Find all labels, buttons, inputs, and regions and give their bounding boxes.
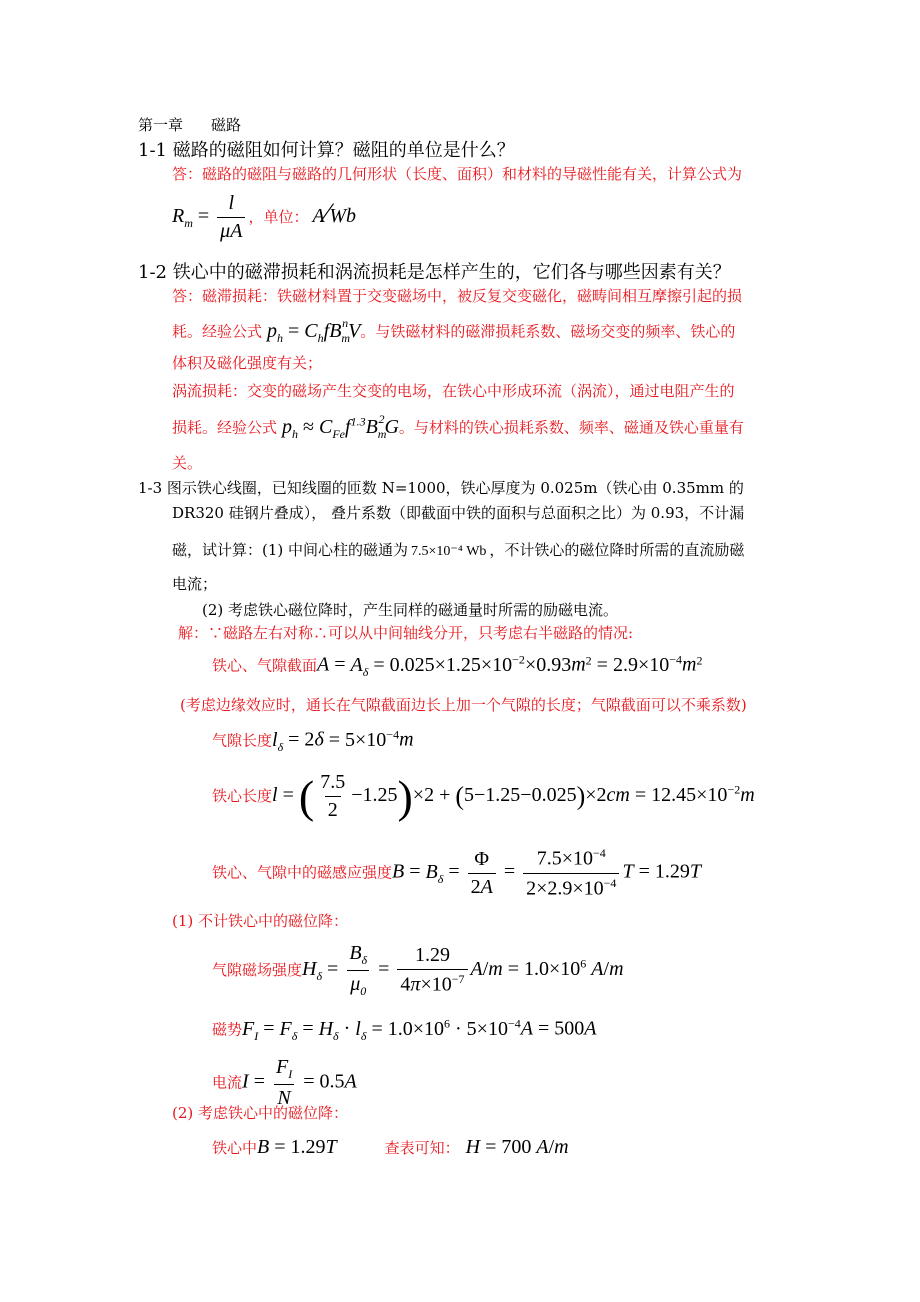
gap-length-equation: 气隙长度$l_\delta = 2\delta = 5\times 10^{-4}m$ [212,727,414,754]
core-b-label: 铁心中 [212,1139,258,1157]
eddy-formula: $p_h \approx C_{Fe}f^{1.3}B_m^2G$ [282,412,399,441]
question-1-3-text-a: 磁，试计算：(1) 中间心柱的磁通为 [172,541,409,559]
reluctance-formula: $R_m$ = $\frac{l}{\mu A}$ ，单位： A∕Wb [172,192,357,242]
solution-intro [178,622,633,643]
question-1-3-text-b: ，不计铁心的磁位降时所需的直流励磁 [489,541,745,559]
area-label: 铁心、气隙截面 [212,656,318,675]
mmf-label: 磁势 [212,1020,243,1039]
gap-field-equation: 气隙磁场强度$H_\delta$ = $\frac{B_\delta}{\mu_0}$ = $\frac{1.29}{4\pi\times 10^{-7}}$ $A/m = 1.0\times 10^6$ A/m [212,942,624,998]
question-1-3-line-5: (2) 考虑铁心磁位降时，产生同样的磁通量时所需的励磁电流。 [202,601,619,619]
mmf-equation: 磁势$F_I = F_\delta = H_\delta \cdot l_\delta = 1.0\times 10^6 \cdot 5\times 10^{-4}A = 500A$ [212,1016,597,1043]
current-label: 电流 [212,1073,243,1092]
hysteresis-line-1: 答：磁滞损耗：铁磁材料置于交变磁场中，被反复交变磁化，磁畴间相互摩擦引起的损 [172,287,743,305]
question-1-1: 1-1 磁路的磁阻如何计算？磁阻的单位是什么？ [138,140,515,161]
question-1-3-line-1: 1-3 图示铁心线圈，已知线圈的匝数 N=1000，铁心厚度为 0.025m（铁心由 0.35mm 的 [138,479,744,497]
hysteresis-text-b: 。与铁磁材料的磁滞损耗系数、磁场交变的频率、铁心的 [360,322,736,341]
flux-value: 7.5×10⁻⁴ Wb [411,544,487,559]
solution-text: ∵磁路左右对称∴可以从中间轴线分开，只考虑右半磁路的情况: [208,624,634,642]
part-2-title: (2) 考虑铁心中的磁位降： [172,1104,349,1122]
edge-effect-note: (考虑边缘效应时，通长在气隙截面边长上加一个气隙的长度；气隙截面可以不乘系数) [180,696,747,714]
eddy-line-2 [172,414,744,442]
flux-density-label: 铁心、气隙中的磁感应强度 [212,863,393,882]
part-1-title: (1) 不计铁心中的磁位降： [172,912,349,930]
unit-label: ，单位： [248,208,309,226]
question-1-3-line-4: 电流； [172,575,218,593]
eddy-line-1: 涡流损耗：交变的磁场产生交变的电场，在铁心中形成环流（涡流），通过电阻产生的 [172,382,735,400]
question-1-2: 1-2 铁心中的磁滞损耗和涡流损耗是怎样产生的，它们各与哪些因素有关？ [138,262,731,283]
hysteresis-formula: $p_h = C_hfB_m^nV$ [267,316,361,345]
question-1-3-line-2: DR320 硅钢片叠成）， 叠片系数（即截面中铁的面积与总面积之比）为 0.93，不计漏 [172,504,745,522]
core-b-equation: 铁心中B = 1.29T 查表可知： H = 700 A/m [212,1136,569,1158]
eddy-text-b: 。与材料的铁心损耗系数、频率、磁通及铁心重量有 [398,418,744,437]
flux-density-equation: 铁心、气隙中的磁感应强度$B = B_\delta$ = $\frac{\Phi}{2A}$ = $\frac{7.5\times 10^{-4}}{2\times 2.9\times 10^{-4}}$ T = 1.29T [212,846,701,900]
hysteresis-line-3: 体积及磁化强度有关； [172,354,323,372]
lookup-label: 查表可知： [384,1139,460,1157]
solution-label: 解： [178,624,209,642]
hysteresis-line-2 [172,318,735,346]
chapter-title: 磁路 [211,116,242,134]
current-equation: 电流I = $\frac{F_I}{N}$ = 0.5A [212,1056,357,1109]
question-1-3-line-3 [172,539,744,560]
gap-field-label: 气隙磁场强度 [212,961,303,979]
eddy-text-a: 损耗。经验公式 [172,418,278,437]
core-length-label: 铁心长度 [212,787,273,805]
answer-1-1: 答：磁路的磁阻与磁路的几何形状（长度、面积）和材料的导磁性能有关，计算公式为 [172,165,743,183]
area-equation: 铁心、气隙截面$A = A_\delta = 0.025\times 1.25\times 10^{-2}\times 0.93m^2 = 2.9\times 10^{-4}m^2$ [212,652,703,679]
chapter-number: 第一章 [138,116,184,134]
chapter-heading [138,114,241,135]
core-length-equation: 铁心长度l = ( $\frac{7.5}{2}$ $-1.25)\times 2 + (5-1.25-0.025)\times 2cm = 12.45\times 10^{-2}m$ [212,771,755,822]
gap-length-label: 气隙长度 [212,731,273,750]
hysteresis-text-a: 耗。经验公式 [172,322,263,341]
eddy-line-3: 关。 [172,454,203,472]
